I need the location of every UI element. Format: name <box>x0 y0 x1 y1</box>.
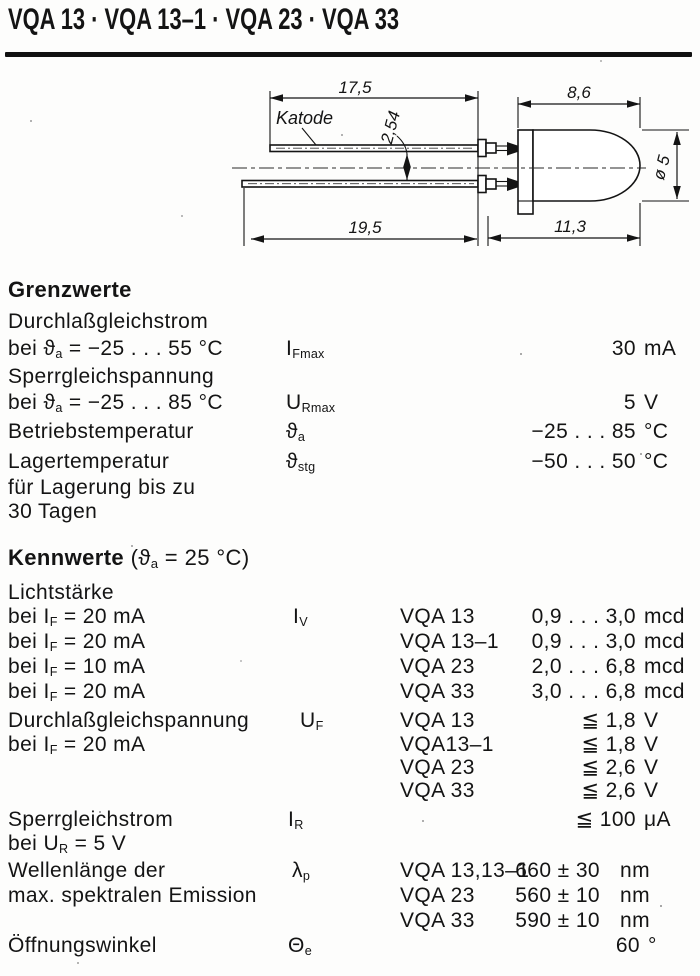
katode-callout <box>276 108 333 145</box>
spec-row <box>0 364 700 390</box>
spec-symbol: IV <box>293 605 308 629</box>
spec-row <box>0 449 700 475</box>
spec-row <box>0 475 700 501</box>
spec-symbol: λp <box>292 859 311 883</box>
spec-unit: mcd <box>644 605 685 628</box>
spec-value: ≦ 2,6 <box>581 779 636 802</box>
spec-label: Sperrgleichspannung <box>8 365 215 388</box>
device-type: VQA13–1 <box>400 733 494 756</box>
spec-row <box>0 629 700 655</box>
spec-unit: °C <box>644 420 669 443</box>
spec-symbol: Θe <box>288 934 312 958</box>
device-type: VQA 33 <box>400 680 475 703</box>
spec-label: für Lagerung bis zu <box>8 476 196 499</box>
spec-row <box>0 831 700 857</box>
spec-row <box>0 580 700 606</box>
spec-row <box>0 883 700 909</box>
spec-label: bei ϑa = −25 . . . 55 °C <box>8 337 223 361</box>
spec-label: bei UR = 5 V <box>8 832 127 856</box>
spec-value: ≦ 100 <box>575 808 636 831</box>
device-type: VQA 13–1 <box>400 630 499 653</box>
dim-diameter-label: ø 5 <box>649 153 674 182</box>
spec-unit: V <box>644 733 659 756</box>
dim-8-6-label: 8,6 <box>567 83 591 102</box>
spec-label: Betriebstemperatur <box>8 420 194 443</box>
spec-unit: mA <box>644 337 677 360</box>
spec-value: −25 . . . 85 <box>531 420 636 443</box>
device-type: VQA 23 <box>400 756 475 779</box>
dim-19-5-label: 19,5 <box>348 218 382 237</box>
spec-row <box>0 807 700 833</box>
spec-row <box>0 708 700 734</box>
device-type: VQA 33 <box>400 779 475 802</box>
spec-row <box>0 604 700 630</box>
spec-row <box>0 336 700 362</box>
device-type: VQA 13,13–1 <box>400 859 530 882</box>
spec-value: 590 ± 10 <box>515 909 600 932</box>
spec-row <box>0 908 700 934</box>
spec-value: 0,9 . . . 3,0 <box>531 630 636 653</box>
dimension-diameter-5 <box>642 130 689 201</box>
spec-value: ≦ 2,6 <box>581 756 636 779</box>
spec-value: 30 <box>611 337 636 360</box>
spec-row <box>0 309 700 335</box>
spec-label: Sperrgleichstrom <box>8 808 174 831</box>
spec-unit: V <box>644 709 659 732</box>
device-type: VQA 33 <box>400 909 475 932</box>
spec-row <box>0 499 700 525</box>
spec-symbol: UF <box>300 709 324 733</box>
dim-2-54-label: 2,54 <box>377 108 405 146</box>
led-outline-drawing <box>230 76 695 268</box>
led-body <box>518 130 640 214</box>
spec-row <box>0 778 700 804</box>
spec-value: 5 <box>623 391 636 414</box>
katode-label: Katode <box>276 108 334 128</box>
spec-unit: mcd <box>644 630 685 653</box>
spec-symbol: URmax <box>286 391 336 415</box>
spec-value: 60 <box>615 934 640 957</box>
dim-17-5-label: 17,5 <box>338 78 372 97</box>
spec-label: Durchlaßgleichstrom <box>8 310 209 333</box>
spec-value: 0,9 . . . 3,0 <box>531 605 636 628</box>
page-title: VQA 13 · VQA 13–1 · VQA 23 · VQA 33 <box>8 3 400 36</box>
grenzwerte-heading <box>0 277 700 303</box>
spec-label: bei IF = 20 mA <box>8 680 146 704</box>
spec-symbol: ϑa <box>286 420 306 444</box>
spec-unit: V <box>644 779 659 802</box>
spec-row <box>0 858 700 884</box>
spec-row <box>0 933 700 959</box>
spec-value: ≦ 1,8 <box>581 709 636 732</box>
dimension-19-5 <box>244 188 477 246</box>
spec-value: −50 . . . 50 <box>531 450 636 473</box>
spec-label: Wellenlänge der <box>8 859 166 882</box>
spec-label: Lagertemperatur <box>8 450 170 473</box>
spec-label: Durchlaßgleichspannung <box>8 709 250 732</box>
spec-symbol: IFmax <box>286 337 325 361</box>
spec-row <box>0 419 700 445</box>
device-type: VQA 23 <box>400 655 475 678</box>
section-heading: Grenzwerte <box>8 277 132 302</box>
spec-unit: V <box>644 756 659 779</box>
spec-row <box>0 390 700 416</box>
dim-11-3-label: 11,3 <box>554 217 586 236</box>
device-type: VQA 13 <box>400 605 475 628</box>
dimension-11-3 <box>488 203 640 246</box>
spec-unit: °C <box>644 450 669 473</box>
spec-unit: mcd <box>644 680 685 703</box>
spec-value: 3,0 . . . 6,8 <box>531 680 636 703</box>
spec-label: Lichtstärke <box>8 581 114 604</box>
spec-value: 660 ± 30 <box>515 859 600 882</box>
kennwerte-heading <box>0 545 700 571</box>
spec-label: Öffnungswinkel <box>8 934 157 957</box>
device-type: VQA 13 <box>400 709 475 732</box>
title-rule <box>5 52 692 57</box>
scan-noise <box>30 120 32 122</box>
spec-label: 30 Tagen <box>8 500 98 523</box>
spec-label: bei IF = 20 mA <box>8 733 146 757</box>
spec-value: 2,0 . . . 6,8 <box>531 655 636 678</box>
spec-label: bei IF = 10 mA <box>8 655 146 679</box>
spec-label: bei ϑa = −25 . . . 85 °C <box>8 391 223 415</box>
spec-unit: nm <box>620 909 650 932</box>
spec-unit: μA <box>644 808 671 831</box>
spec-row <box>0 654 700 680</box>
dimension-8-6 <box>518 83 640 128</box>
spec-label: bei IF = 20 mA <box>8 605 146 629</box>
spec-unit: nm <box>620 859 650 882</box>
spec-unit: ° <box>648 934 657 957</box>
spec-unit: mcd <box>644 655 685 678</box>
spec-unit: V <box>644 391 659 414</box>
spec-symbol: ϑstg <box>286 450 316 474</box>
spec-label: bei IF = 20 mA <box>8 630 146 654</box>
device-type: VQA 23 <box>400 884 475 907</box>
spec-value: 560 ± 10 <box>515 884 600 907</box>
spec-symbol: IR <box>288 808 304 832</box>
spec-label: max. spektralen Emission <box>8 884 257 907</box>
spec-value: ≦ 1,8 <box>581 733 636 756</box>
section-heading: Kennwerte (ϑa = 25 °C) <box>8 545 250 571</box>
spec-unit: nm <box>620 884 650 907</box>
spec-row <box>0 679 700 705</box>
